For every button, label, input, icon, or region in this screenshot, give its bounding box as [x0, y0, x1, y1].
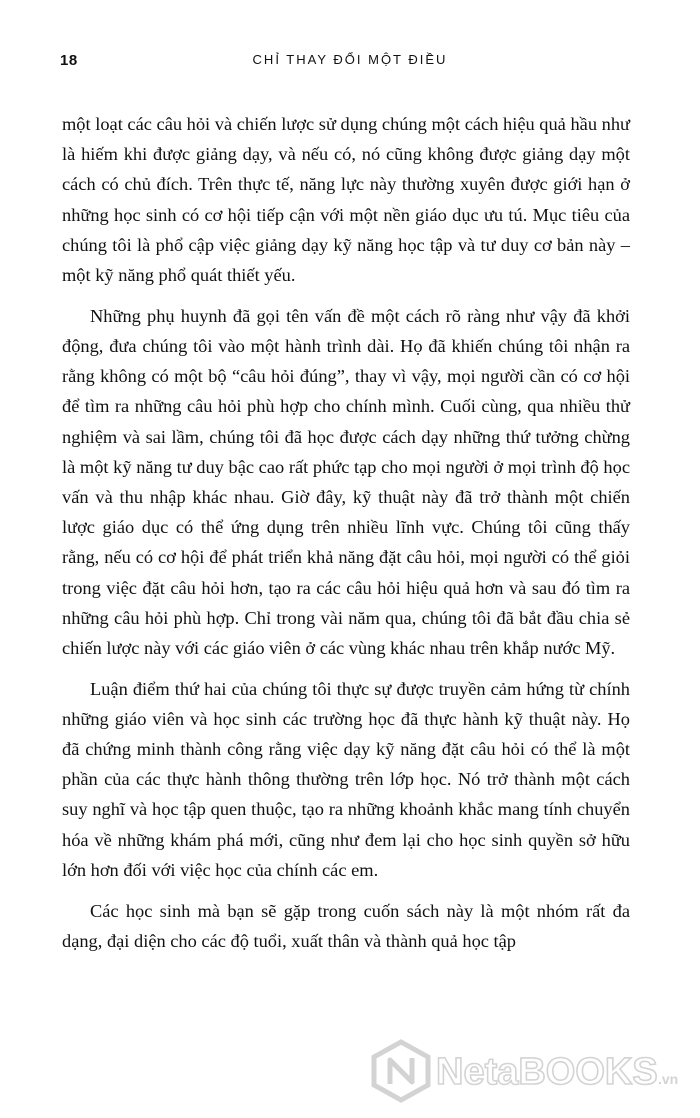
watermark-brand: NetaBOOKS — [436, 1051, 658, 1093]
page-number: 18 — [60, 52, 78, 69]
page-header — [60, 50, 640, 74]
netabooks-watermark — [368, 1038, 686, 1104]
watermark-logo-icon — [368, 1038, 686, 1104]
paragraph-2: Những phụ huynh đã gọi tên vấn đề một cách rõ ràng như vậy đã khởi động, đưa chúng tôi vào một hành trình dài. Họ đã khiến chúng tôi nhận ra rằng không có một bộ “câu hỏi đúng”, thay vì vậy, mọi người cần có cơ hội để tìm ra những câu hỏi phù hợp cho chính mình. Cuối cùng, qua nhiều thử nghiệm và sai lầm, chúng tôi đã học được cách dạy những thứ tưởng chừng là một kỹ năng tư duy bậc cao rất phức tạp cho mọi người ở mọi trình độ học vấn và thu nhập khác nhau. Giờ đây, kỹ thuật này đã trở thành một chiến lược giáo dục có thể ứng dụng trên nhiều lĩnh vực. Chúng tôi cũng thấy rằng, nếu có cơ hội để phát triển khả năng đặt câu hỏi, mọi người có thể giỏi trong việc đặt câu hỏi hơn, tạo ra các câu hỏi hiệu quả hơn và sau đó tìm ra những câu hỏi phù hợp. Chỉ trong vài năm qua, chúng tôi đã bắt đầu chia sẻ chiến lược này với các giáo viên ở các vùng khác nhau trên khắp nước Mỹ. — [62, 305, 630, 658]
paragraph-4: Các học sinh mà bạn sẽ gặp trong cuốn sách này là một nhóm rất đa dạng, đại diện cho các độ tuổi, xuất thân và thành quả học tập — [62, 900, 630, 951]
paragraph-1: một loạt các câu hỏi và chiến lược sử dụng chúng một cách hiệu quả hầu như là hiếm khi được giảng dạy, và nếu có, nó cũng không được giảng dạy một cách có chủ đích. Trên thực tế, năng lực này thường xuyên được giới hạn ở những học sinh có cơ hội tiếp cận với một nền giáo dục ưu tú. Mục tiêu của chúng tôi là phổ cập việc giảng dạy kỹ năng học tập và tư duy cơ bản này – một kỹ năng phổ quát thiết yếu. — [62, 114, 630, 286]
paragraph-3: Luận điểm thứ hai của chúng tôi thực sự được truyền cảm hứng từ chính những giáo viên và học sinh các trường học đã thực hành kỹ thuật này. Họ đã chứng minh thành công rằng việc dạy kỹ năng đặt câu hỏi có thể là một phần của các thực hành thông thường trên lớp học. Nó trở thành một cách suy nghĩ và học tập quen thuộc, tạo ra những khoảnh khắc mang tính chuyển hóa về những khám phá mới, cũng như đem lại cho học sinh quyền sở hữu lớn hơn đối với việc học của chính các em. — [62, 678, 630, 880]
running-title: CHỈ THAY ĐỔI MỘT ĐIỀU — [252, 52, 448, 67]
watermark-suffix: .vn — [658, 1071, 679, 1087]
body-text — [62, 109, 630, 956]
